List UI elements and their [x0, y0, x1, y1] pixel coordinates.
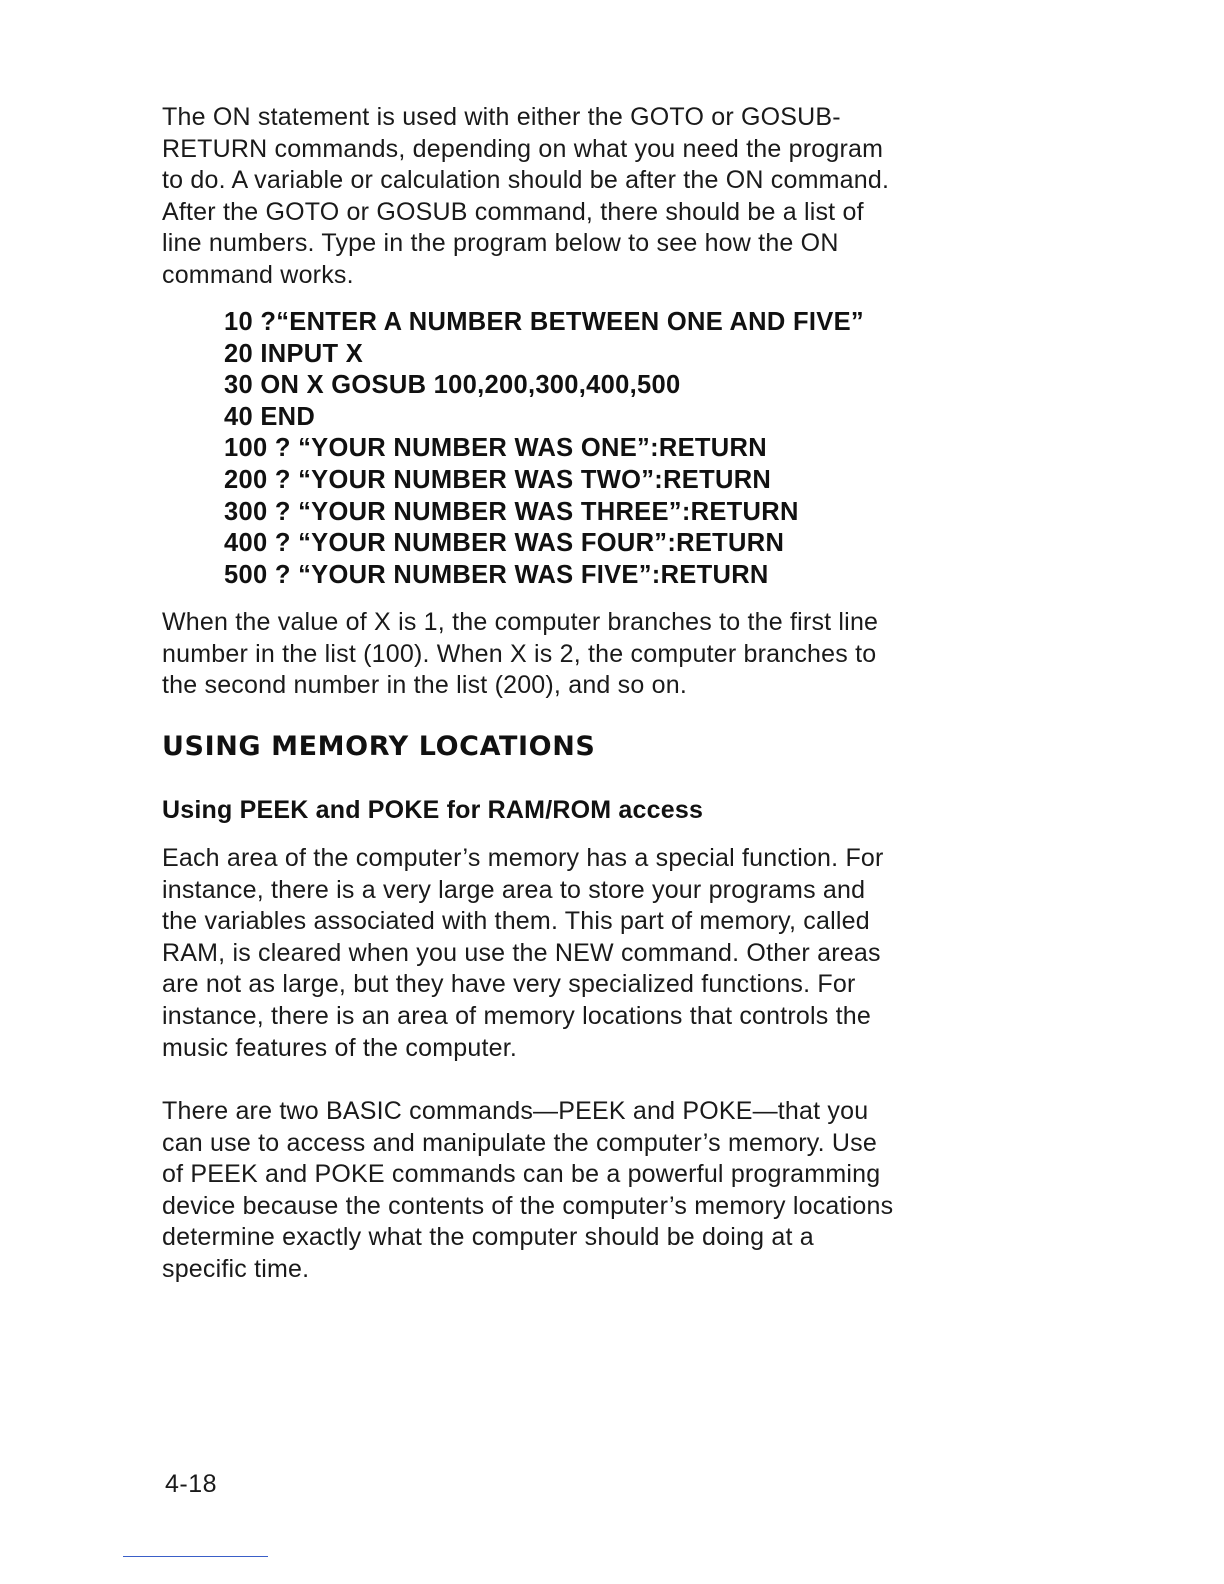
paragraph-line: determine exactly what the computer should be doing at a: [162, 1223, 814, 1252]
paragraph-line: music features of the computer.: [162, 1033, 517, 1062]
code-line: 30 ON X GOSUB 100,200,300,400,500: [224, 371, 681, 400]
paragraph-line: When the value of X is 1, the computer branches to the first line: [162, 608, 879, 636]
paragraph-line: number in the list (100). When X is 2, the computer branches to: [162, 639, 877, 668]
peek-poke-paragraph: [162, 1096, 1002, 1286]
paragraph-line: There are two BASIC commands—PEEK and POKE—that you: [162, 1097, 869, 1125]
subsection-heading: Using PEEK and POKE for RAM/ROM access: [162, 796, 704, 824]
paragraph-line: can use to access and manipulate the computer’s memory. Use: [162, 1128, 877, 1157]
paragraph-line: to do. A variable or calculation should be after the ON command.: [162, 166, 890, 195]
paragraph-line: RETURN commands, depending on what you need the program: [162, 134, 884, 163]
paragraph-line: are not as large, but they have very specialized functions. For: [162, 970, 856, 999]
bottom-rule-divider: [123, 1556, 268, 1557]
paragraph-line: specific time.: [162, 1254, 310, 1283]
code-line: 300 ? “YOUR NUMBER WAS THREE”:RETURN: [224, 497, 799, 526]
paragraph-line: The ON statement is used with either the GOTO or GOSUB-: [162, 103, 841, 131]
paragraph-line: After the GOTO or GOSUB command, there should be a list of: [162, 197, 864, 226]
paragraph-line: device because the contents of the computer’s memory locations: [162, 1191, 894, 1220]
paragraph-line: of PEEK and POKE commands can be a powerful programming: [162, 1160, 881, 1189]
paragraph-line: command works.: [162, 260, 354, 289]
paragraph-line: instance, there is an area of memory locations that controls the: [162, 1001, 871, 1030]
paragraph-line: Each area of the computer’s memory has a special function. For: [162, 844, 884, 872]
code-line: 40 END: [224, 402, 316, 431]
paragraph-line: RAM, is cleared when you use the NEW command. Other areas: [162, 938, 881, 967]
paragraph-line: line numbers. Type in the program below to see how the ON: [162, 229, 839, 258]
code-line: 10 ?“ENTER A NUMBER BETWEEN ONE AND FIVE”: [224, 308, 864, 336]
explanation-paragraph: [162, 607, 1002, 702]
code-line: 500 ? “YOUR NUMBER WAS FIVE”:RETURN: [224, 560, 769, 589]
paragraph-line: instance, there is a very large area to store your programs and: [162, 875, 866, 904]
paragraph-line: the variables associated with them. This part of memory, called: [162, 907, 870, 936]
code-line: 400 ? “YOUR NUMBER WAS FOUR”:RETURN: [224, 529, 785, 558]
program-listing: [224, 307, 864, 591]
code-line: 20 INPUT X: [224, 339, 364, 368]
memory-paragraph: [162, 843, 1002, 1064]
section-heading: USING MEMORY LOCATIONS: [162, 731, 596, 762]
code-line: 100 ? “YOUR NUMBER WAS ONE”:RETURN: [224, 434, 767, 463]
intro-paragraph: [162, 102, 1002, 292]
code-line: 200 ? “YOUR NUMBER WAS TWO”:RETURN: [224, 465, 772, 494]
paragraph-line: the second number in the list (200), and so on.: [162, 671, 687, 700]
page-number: 4-18: [165, 1470, 218, 1498]
